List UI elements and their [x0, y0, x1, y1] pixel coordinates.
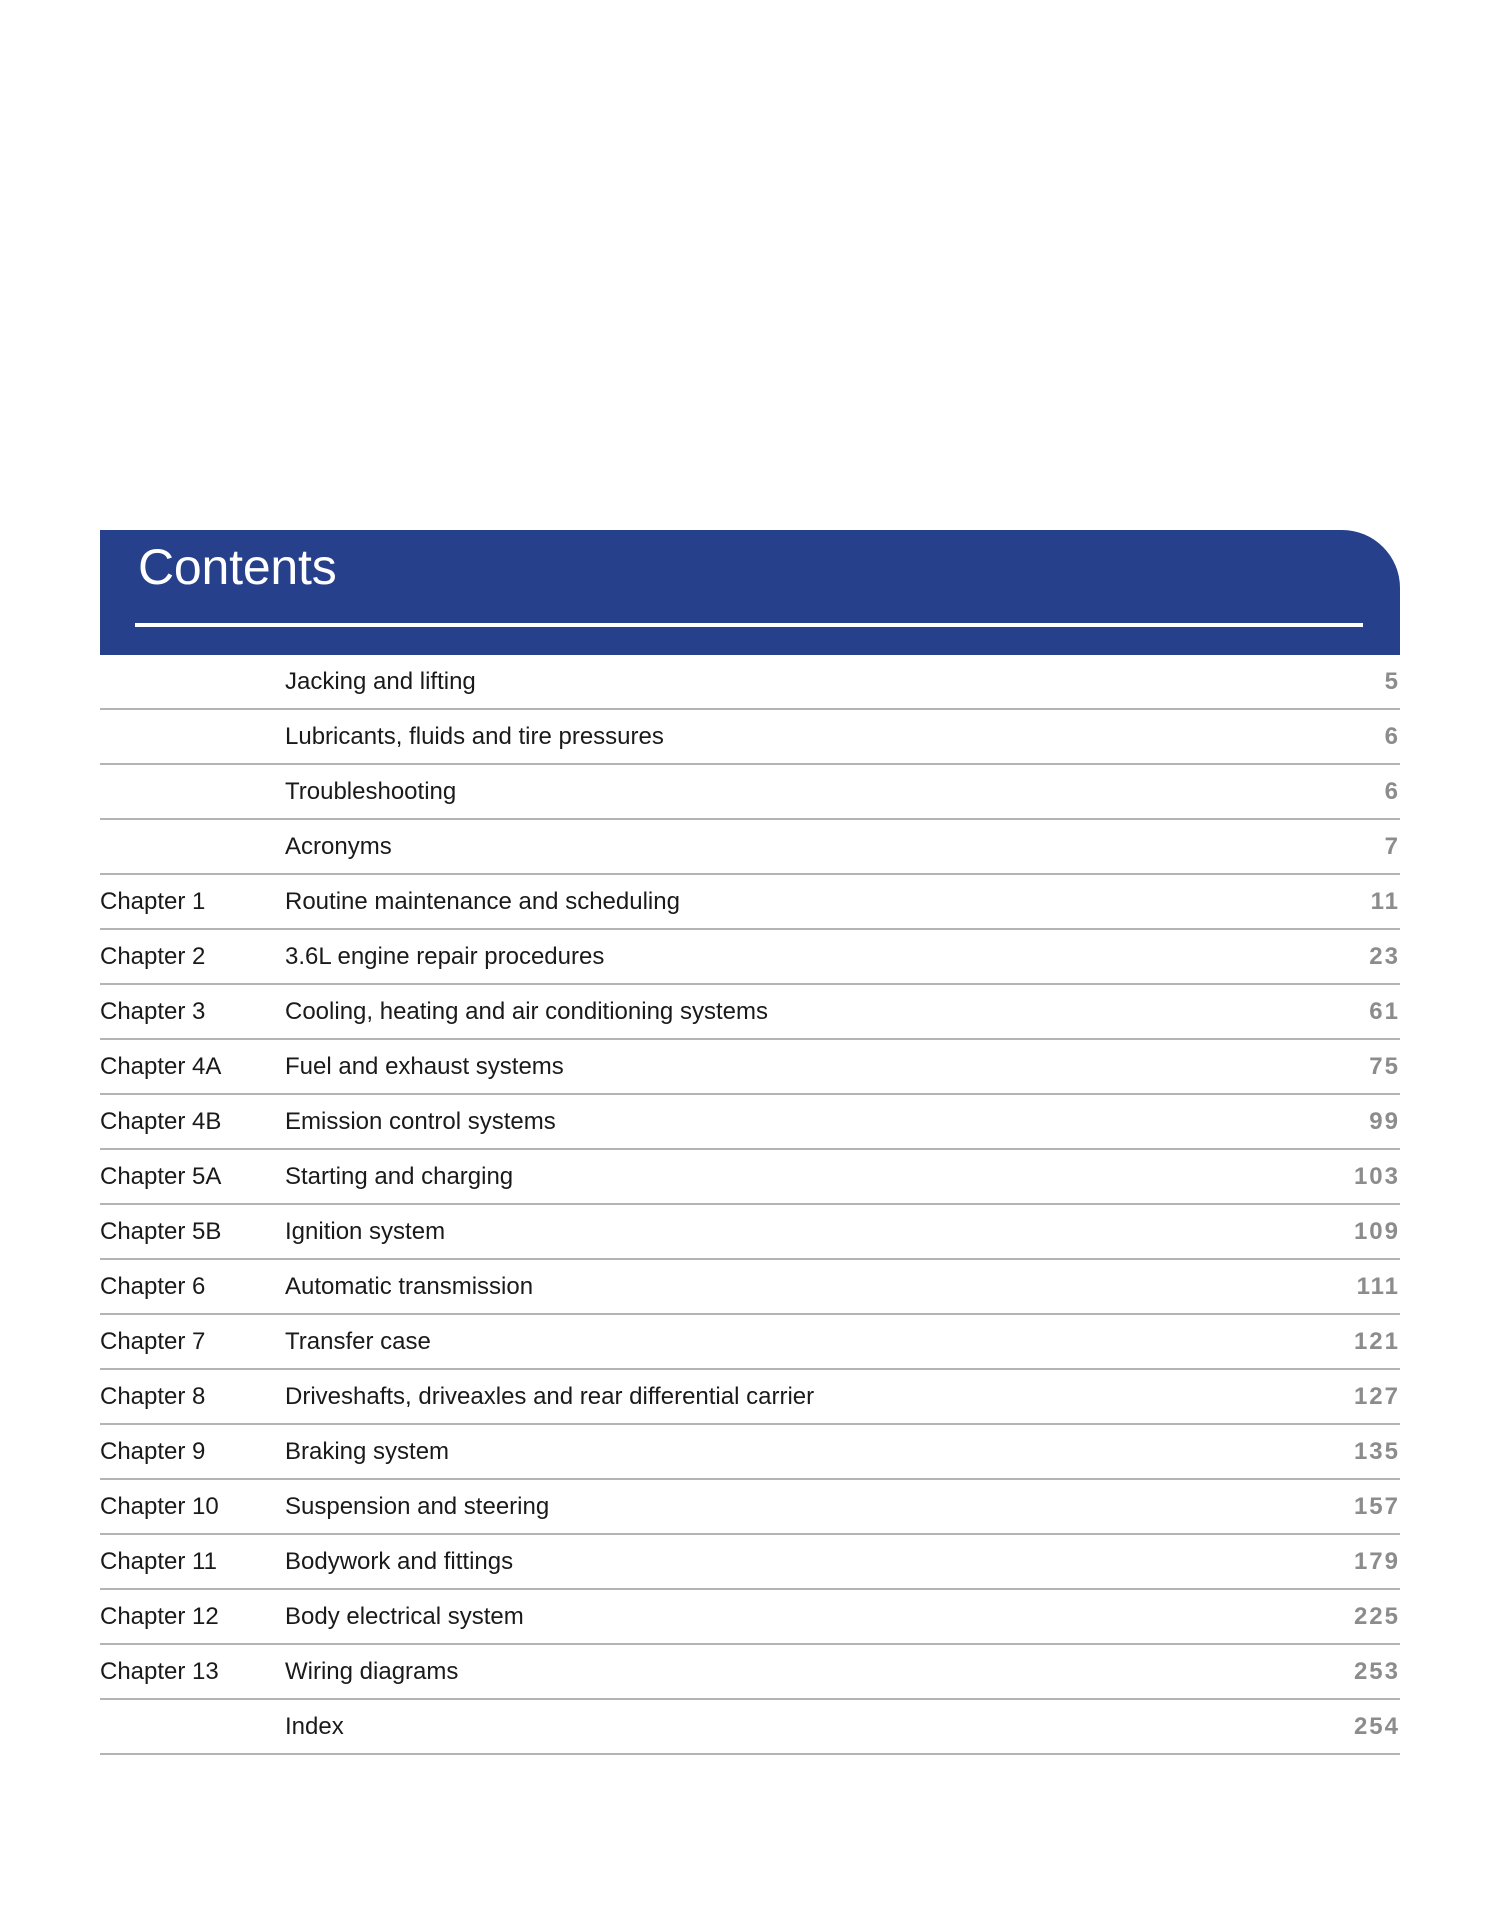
toc-page-number: 179 [1353, 1547, 1400, 1575]
toc-entry-title[interactable]: Bodywork and fittings [285, 1547, 514, 1575]
table-row-content [100, 1535, 1400, 1588]
toc-entry-title[interactable]: Wiring diagrams [285, 1657, 459, 1685]
table-row-content [100, 875, 1400, 928]
toc-entry-title[interactable]: Braking system [285, 1437, 450, 1465]
toc-entry-title[interactable]: Starting and charging [285, 1162, 514, 1190]
toc-entry-title[interactable]: Troubleshooting [285, 777, 457, 805]
table-row[interactable] [100, 1480, 1400, 1535]
toc-entry-title[interactable]: Ignition system [285, 1217, 446, 1245]
toc-chapter-label: Chapter 5B [100, 1217, 222, 1245]
toc-entry-title[interactable]: Lubricants, fluids and tire pressures [285, 722, 664, 750]
toc-chapter-label: Chapter 8 [100, 1382, 206, 1410]
table-row-content [100, 1315, 1400, 1368]
table-row[interactable] [100, 930, 1400, 985]
toc-page-number: 61 [1369, 997, 1400, 1025]
toc-entry-title[interactable]: Driveshafts, driveaxles and rear differential carrier [285, 1382, 815, 1410]
toc-entry-title[interactable]: Suspension and steering [285, 1492, 550, 1520]
toc-chapter-label: Chapter 1 [100, 887, 206, 915]
table-row-content [100, 1700, 1400, 1753]
toc-chapter-label: Chapter 3 [100, 997, 206, 1025]
toc-entry-title[interactable]: Transfer case [285, 1327, 431, 1355]
toc-page-number: 11 [1370, 887, 1400, 915]
table-row[interactable] [100, 765, 1400, 820]
toc-page-number: 127 [1353, 1382, 1400, 1410]
toc-page-number: 23 [1369, 942, 1400, 970]
table-row[interactable] [100, 985, 1400, 1040]
toc-chapter-label: Chapter 13 [100, 1657, 219, 1685]
toc-entry-title[interactable]: 3.6L engine repair procedures [285, 942, 605, 970]
toc-page-number: 6 [1384, 777, 1400, 805]
toc-entry-title[interactable]: Automatic transmission [285, 1272, 534, 1300]
table-row[interactable] [100, 1315, 1400, 1370]
toc-entry-title[interactable]: Index [285, 1712, 344, 1740]
toc-entry-title[interactable]: Emission control systems [285, 1107, 556, 1135]
table-row-content [100, 1645, 1400, 1698]
table-row-content [100, 1095, 1400, 1148]
table-row-content [100, 1150, 1400, 1203]
toc-page-number: 7 [1384, 832, 1400, 860]
toc-chapter-label: Chapter 5A [100, 1162, 222, 1190]
toc-chapter-label: Chapter 9 [100, 1437, 206, 1465]
table-row[interactable] [100, 1425, 1400, 1480]
toc-page-number: 99 [1369, 1107, 1400, 1135]
table-row[interactable] [100, 710, 1400, 765]
table-row-content [100, 820, 1400, 873]
table-row[interactable] [100, 1260, 1400, 1315]
toc-page-number: 6 [1384, 722, 1400, 750]
toc-page-number: 111 [1356, 1272, 1400, 1300]
page-title: Contents [138, 539, 337, 595]
table-row-content [100, 985, 1400, 1038]
table-row[interactable] [100, 1205, 1400, 1260]
toc-page-number: 157 [1353, 1492, 1400, 1520]
table-row-content [100, 1370, 1400, 1423]
table-row-content [100, 1480, 1400, 1533]
table-row-content [100, 655, 1400, 708]
table-row[interactable] [100, 1645, 1400, 1700]
toc-entry-title[interactable]: Fuel and exhaust systems [285, 1052, 564, 1080]
table-row[interactable] [100, 1370, 1400, 1425]
table-row[interactable] [100, 655, 1400, 710]
table-row[interactable] [100, 875, 1400, 930]
table-of-contents [100, 655, 1400, 1755]
table-row[interactable] [100, 1590, 1400, 1645]
toc-chapter-label: Chapter 10 [100, 1492, 219, 1520]
toc-page-number: 121 [1353, 1327, 1400, 1355]
toc-page-number: 75 [1369, 1052, 1400, 1080]
table-row[interactable] [100, 820, 1400, 875]
toc-page-number: 5 [1384, 667, 1400, 695]
table-row-content [100, 765, 1400, 818]
toc-entry-title[interactable]: Routine maintenance and scheduling [285, 887, 680, 915]
table-row-content [100, 1205, 1400, 1258]
toc-entry-title[interactable]: Jacking and lifting [285, 667, 476, 695]
table-row[interactable] [100, 1535, 1400, 1590]
header-divider-rule [135, 623, 1363, 627]
toc-chapter-label: Chapter 12 [100, 1602, 219, 1630]
toc-chapter-label: Chapter 4B [100, 1107, 222, 1135]
toc-chapter-label: Chapter 11 [100, 1547, 217, 1575]
toc-page-number: 254 [1353, 1712, 1400, 1740]
toc-entry-title[interactable]: Body electrical system [285, 1602, 524, 1630]
table-row[interactable] [100, 1095, 1400, 1150]
toc-chapter-label: Chapter 4A [100, 1052, 222, 1080]
table-row-content [100, 710, 1400, 763]
table-row-content [100, 1260, 1400, 1313]
toc-chapter-label: Chapter 7 [100, 1327, 206, 1355]
toc-page-number: 109 [1353, 1217, 1400, 1245]
toc-chapter-label: Chapter 2 [100, 942, 206, 970]
table-row-content [100, 1040, 1400, 1093]
table-row-content [100, 1425, 1400, 1478]
toc-entry-title[interactable]: Cooling, heating and air conditioning systems [285, 997, 768, 1025]
table-row[interactable] [100, 1040, 1400, 1095]
toc-page-number: 253 [1353, 1657, 1400, 1685]
table-row[interactable] [100, 1150, 1400, 1205]
table-row-content [100, 1590, 1400, 1643]
toc-chapter-label: Chapter 6 [100, 1272, 206, 1300]
contents-header-banner [100, 530, 1400, 655]
toc-page-number: 135 [1353, 1437, 1400, 1465]
table-row[interactable] [100, 1700, 1400, 1755]
toc-entry-title[interactable]: Acronyms [285, 832, 392, 860]
table-row-content [100, 930, 1400, 983]
toc-page-number: 103 [1353, 1162, 1400, 1190]
toc-page-number: 225 [1353, 1602, 1400, 1630]
